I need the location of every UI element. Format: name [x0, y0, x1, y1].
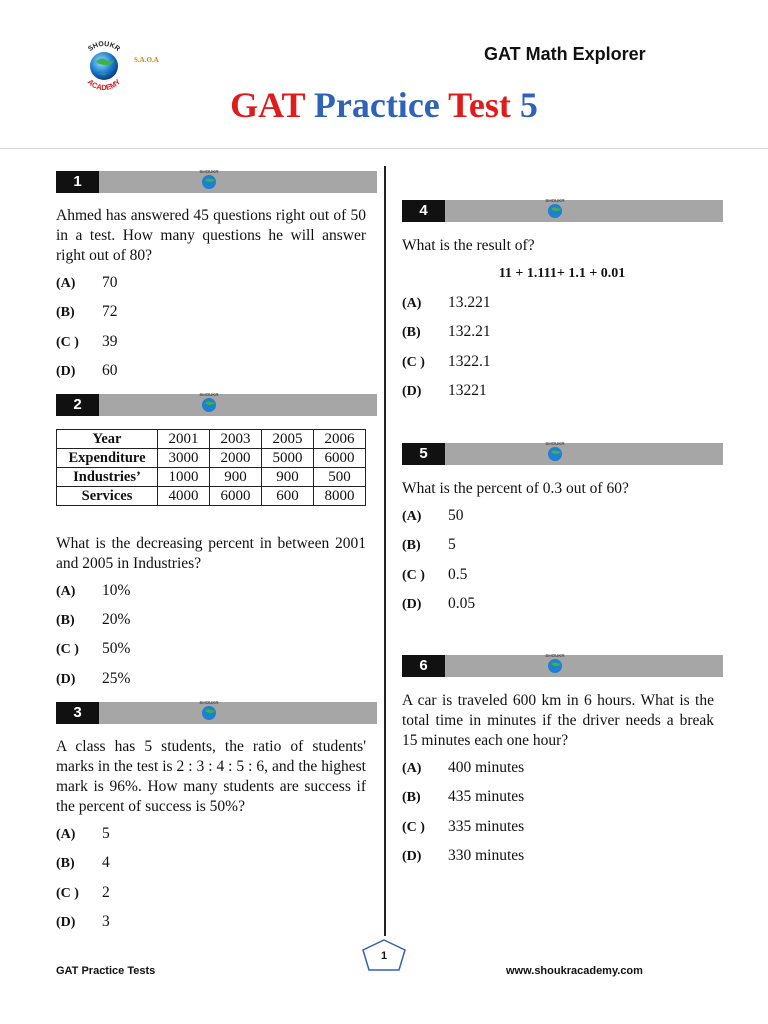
- table-row: Industries’ 1000 900 900 500: [57, 468, 366, 487]
- question-number: 4: [402, 200, 445, 222]
- option[interactable]: (C ) 50%: [56, 640, 131, 657]
- header-divider: [0, 148, 768, 149]
- option[interactable]: (B) 5: [402, 536, 456, 553]
- option[interactable]: (B) 20%: [56, 611, 131, 628]
- question-number: 5: [402, 443, 445, 465]
- question-text: What is the decreasing percent in between 2001 and 2005 in Industries?: [56, 535, 366, 572]
- option[interactable]: (D) 13221: [402, 382, 487, 399]
- option[interactable]: (A) 5: [56, 825, 110, 842]
- option[interactable]: (C ) 39: [56, 333, 118, 350]
- academy-logo-icon: [541, 651, 569, 679]
- option[interactable]: (D) 3: [56, 913, 110, 930]
- title-part-1: GAT: [230, 85, 305, 125]
- page-title: [0, 84, 768, 126]
- option[interactable]: (A) 10%: [56, 582, 131, 599]
- academy-logo-icon: [195, 167, 223, 195]
- option[interactable]: (C ) 1322.1: [402, 353, 491, 370]
- page-number: 1: [380, 950, 388, 962]
- option[interactable]: (C ) 2: [56, 884, 110, 901]
- option[interactable]: (D) 25%: [56, 670, 131, 687]
- option[interactable]: (B) 4: [56, 854, 110, 871]
- svg-text:SHOUKR: SHOUKR: [199, 169, 219, 174]
- question-header: [56, 394, 377, 416]
- option[interactable]: (D) 0.05: [402, 595, 476, 612]
- question-header: [402, 200, 723, 222]
- question-number: 2: [56, 394, 99, 416]
- question-text: A class has 5 students, the ratio of students' marks in the test is 2 : 3 : 4 : 5 : 6, and the highest mark is 96%. How many students are success if the percent of success is 50%?: [56, 738, 366, 815]
- question-text: What is the percent of 0.3 out of 60?: [402, 480, 629, 497]
- logo-side-text: S.A.O.A: [134, 56, 159, 64]
- academy-logo-icon: [195, 698, 223, 726]
- table-row: Services 4000 6000 600 8000: [57, 487, 366, 506]
- academy-logo-icon: [541, 439, 569, 467]
- option[interactable]: (A) 50: [402, 507, 464, 524]
- footer-website-link[interactable]: www.shoukracademy.com: [506, 965, 643, 977]
- title-part-3: Test: [448, 85, 511, 125]
- column-divider: [384, 166, 386, 936]
- svg-text:SHOUKR: SHOUKR: [199, 392, 219, 397]
- data-table: [56, 429, 366, 506]
- option[interactable]: (A) 13.221: [402, 294, 491, 311]
- svg-text:ACADEMY: ACADEMY: [85, 77, 123, 93]
- question-header: [402, 443, 723, 465]
- svg-text:SHOUKR: SHOUKR: [199, 700, 219, 705]
- question-number: 1: [56, 171, 99, 193]
- option[interactable]: (B) 435 minutes: [402, 788, 525, 805]
- question-text: What is the result of?: [402, 237, 535, 254]
- academy-logo-icon: [195, 390, 223, 418]
- svg-text:SHOUKR: SHOUKR: [545, 441, 565, 446]
- option[interactable]: (D) 330 minutes: [402, 847, 525, 864]
- academy-logo-icon: [541, 196, 569, 224]
- question-text: Ahmed has answered 45 questions right out of 50 in a test. How many questions he will answer right out of 80?: [56, 207, 366, 264]
- option[interactable]: (A) 400 minutes: [402, 759, 525, 776]
- question-number: 3: [56, 702, 99, 724]
- option[interactable]: (B) 72: [56, 303, 118, 320]
- option[interactable]: (A) 70: [56, 274, 118, 291]
- question-header: [56, 702, 377, 724]
- title-part-4: 5: [519, 85, 538, 125]
- title-part-2: Practice: [313, 85, 440, 125]
- footer-left: GAT Practice Tests: [56, 965, 156, 977]
- svg-text:SHOUKR: SHOUKR: [545, 653, 565, 658]
- page-number-badge: [361, 938, 407, 972]
- option[interactable]: (D) 60: [56, 362, 118, 379]
- brand-title: GAT Math Explorer: [484, 44, 646, 64]
- math-expression: 11 + 1.111+ 1.1 + 0.01: [498, 266, 626, 281]
- table-row: Year 2001 2003 2005 2006: [57, 430, 366, 449]
- question-header: [402, 655, 723, 677]
- question-number: 6: [402, 655, 445, 677]
- svg-text:SHOUKR: SHOUKR: [545, 198, 565, 203]
- question-text: A car is traveled 600 km in 6 hours. What is the total time in minutes if the driver needs a break 15 minutes each one hour?: [402, 692, 714, 749]
- question-header: [56, 171, 377, 193]
- table-row: Expenditure 3000 2000 5000 6000: [57, 449, 366, 468]
- option[interactable]: (C ) 0.5: [402, 566, 468, 583]
- option[interactable]: (C ) 335 minutes: [402, 818, 525, 835]
- svg-text:SHOUKR: SHOUKR: [87, 40, 121, 54]
- option[interactable]: (B) 132.21: [402, 323, 491, 340]
